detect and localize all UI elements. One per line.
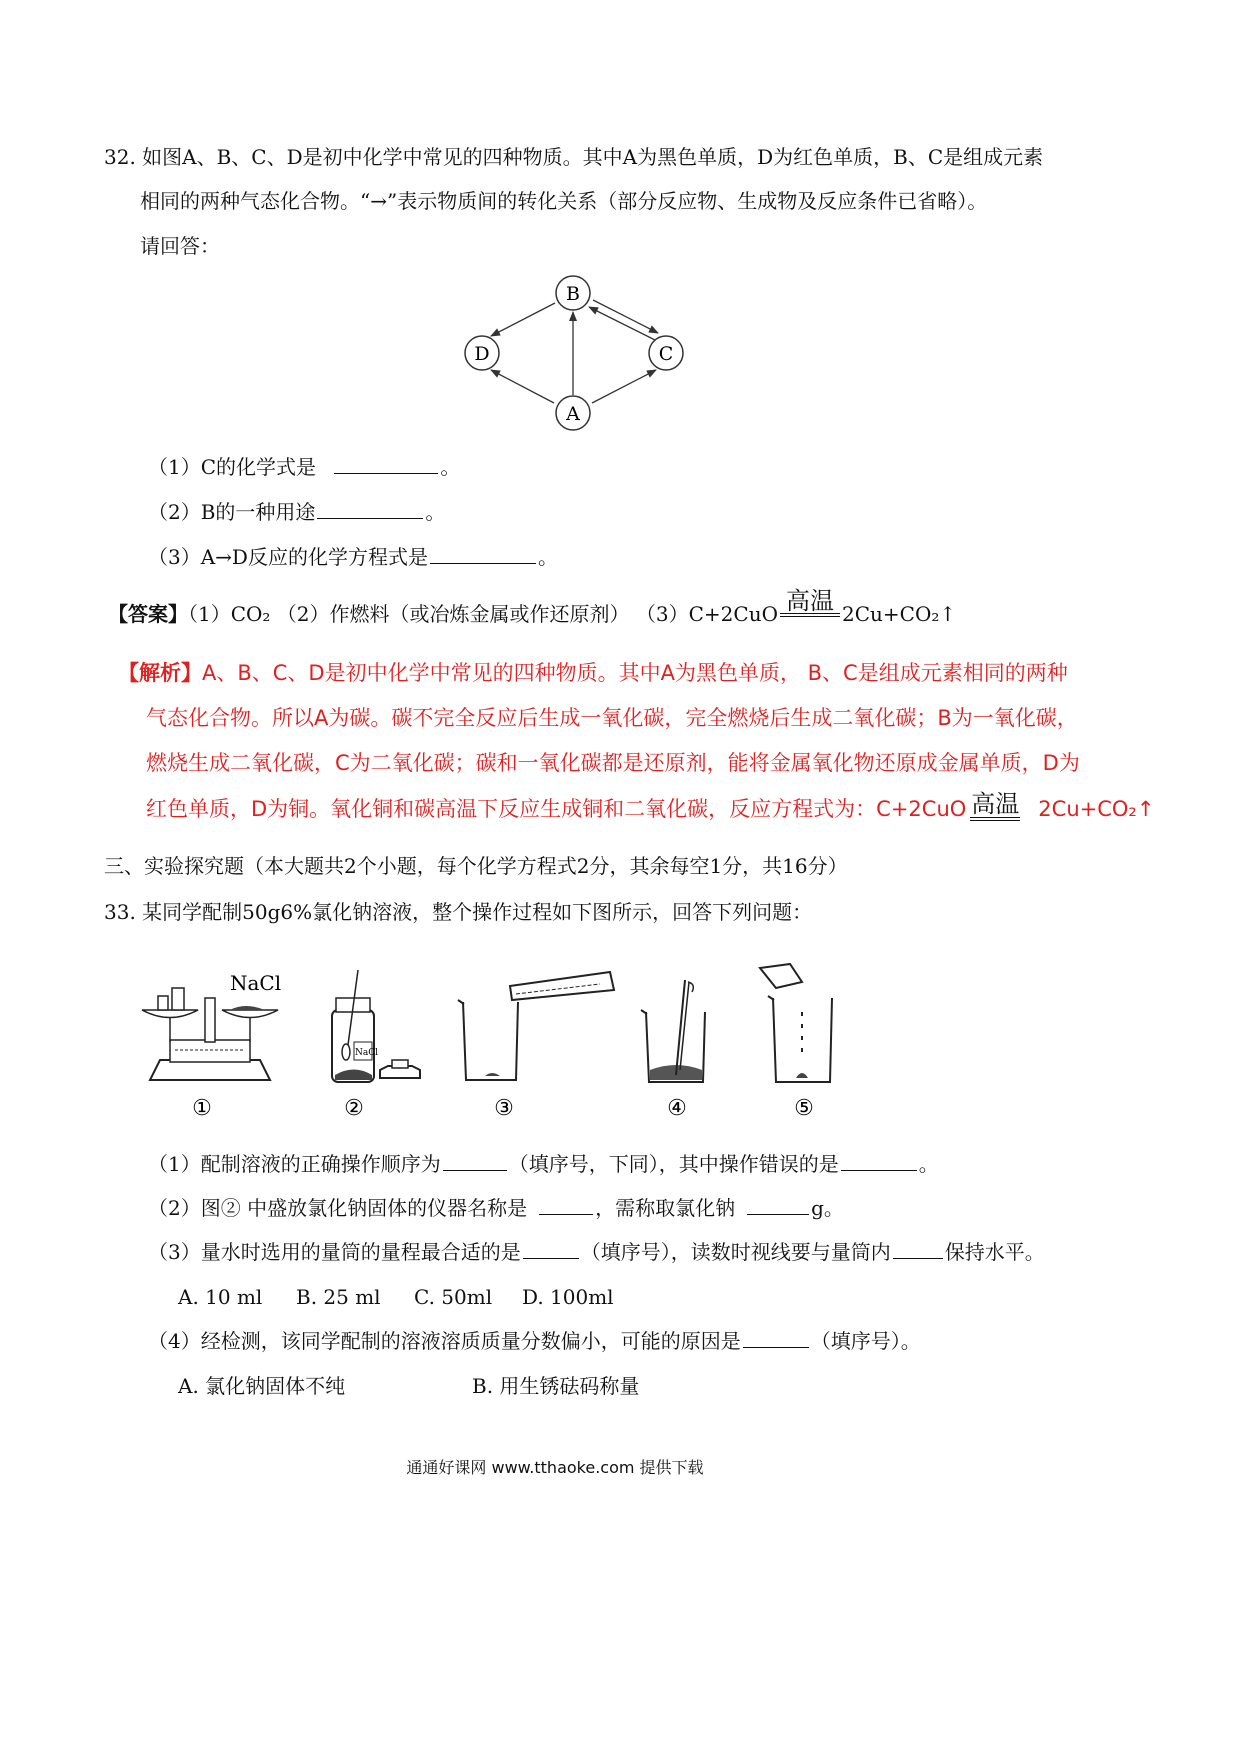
arrow-b-to-d <box>491 303 555 336</box>
q33-sub2-blank2[interactable] <box>747 1194 809 1215</box>
q33-sub1 <box>148 1150 939 1178</box>
option-d-100ml[interactable]: D. 100ml <box>522 1285 614 1309</box>
option-c-50ml[interactable]: C. 50ml <box>414 1285 493 1309</box>
analysis-products: 2Cu+CO₂↑ <box>1038 797 1155 821</box>
beaker-pouring <box>458 972 614 1080</box>
answer-label: 【答案】 <box>108 602 188 626</box>
q33-sub1-mid: （填序号，下同），其中操作错误的是 <box>508 1152 839 1176</box>
analysis-text-4: 红色单质，D为铜。氧化铜和碳高温下反应生成铜和二氧化碳，反应方程式为：C+2CuO <box>146 797 967 821</box>
q32-sub3-end: 。 <box>537 545 558 569</box>
q32-sub1 <box>148 453 460 481</box>
fig-label-4: ④ <box>667 1096 687 1121</box>
q32-sub2-end: 。 <box>425 500 446 524</box>
q33-sub3-blank2[interactable] <box>893 1238 943 1259</box>
reagent-jar <box>332 970 420 1082</box>
section3-heading: 三、实验探究题（本大题共2个小题，每个化学方程式2分，其余每空1分，共16分） <box>104 854 848 878</box>
q32-sub2-blank[interactable] <box>317 498 423 519</box>
arrow-a-to-d <box>491 370 554 403</box>
q32-answer <box>108 587 957 628</box>
q33-sub4-blank[interactable] <box>743 1327 809 1348</box>
q33-sub3 <box>148 1238 1045 1266</box>
q32-line2: 相同的两种气态化合物。“→”表示物质间的转化关系（部分反应物、生成物及反应条件已省略）。 <box>140 189 988 213</box>
beaker-stirring <box>641 980 705 1082</box>
option-b-rusty-weight[interactable]: B. 用生锈砝码称量 <box>472 1374 640 1398</box>
q33-sub4-text: （4）经检测，该同学配制的溶液溶质质量分数偏小，可能的原因是 <box>148 1329 741 1353</box>
arrow-c-to-b <box>589 307 655 340</box>
fig-label-1: ① <box>192 1096 212 1121</box>
node-b <box>556 276 590 310</box>
q32-sub1-end: 。 <box>440 455 461 479</box>
q32-analysis-line1 <box>118 657 1068 687</box>
q32-line1: 32. 如图A、B、C、D是初中化学中常见的四种物质。其中A为黑色单质，D为红色单质，B、C是组成元素 <box>104 145 1044 169</box>
q33-sub3-options <box>178 1283 614 1311</box>
q32-sub3-text: （3）A→D反应的化学方程式是 <box>148 545 428 569</box>
q32-sub2-text: （2）B的一种用途 <box>148 500 316 524</box>
svg-text:D: D <box>474 343 490 365</box>
q33-sub3-mid: （填序号），读数时视线要与量筒内 <box>580 1240 891 1264</box>
q33-sub2-blank1[interactable] <box>539 1194 593 1215</box>
fig-label-5: ⑤ <box>794 1096 814 1121</box>
q32-analysis-line4 <box>146 790 1155 823</box>
q33-sub2-mid: ，需称取氯化钠 <box>595 1196 736 1220</box>
beaker-paper <box>760 964 832 1082</box>
option-a-10ml[interactable]: A. 10 ml <box>178 1285 263 1309</box>
balance-scale <box>142 971 281 1080</box>
q33-sub2-text: （2）图② 中盛放氯化钠固体的仪器名称是 <box>148 1196 528 1220</box>
q32-analysis-line2: 气态化合物。所以A为碳。碳不完全反应后生成一氧化碳，完全燃烧后生成二氧化碳；B为一氧化碳， <box>146 706 1078 730</box>
q33-sub1-blank2[interactable] <box>841 1150 917 1171</box>
jar-label: NaCl <box>355 1048 379 1058</box>
analysis-reaction-condition: 高温 <box>970 799 1020 823</box>
q33-sub1-text: （1）配制溶液的正确操作顺序为 <box>148 1152 441 1176</box>
q33-sub3-blank1[interactable] <box>523 1238 579 1259</box>
q33-sub4 <box>148 1327 921 1355</box>
nacl-label: NaCl <box>230 971 282 995</box>
q32-sub1-text: （1）C的化学式是 <box>148 455 317 479</box>
answer-products: 2Cu+CO₂↑ <box>841 602 957 626</box>
arrow-a-to-c <box>592 370 656 403</box>
fig-label-2: ② <box>344 1096 364 1121</box>
answer-text: （1）CO₂ （2）作燃料（或冶炼金属或作还原剂） （3）C+2CuO <box>188 602 778 626</box>
q33-sub1-end: 。 <box>918 1152 939 1176</box>
conversion-diagram <box>455 270 695 440</box>
node-c <box>649 336 683 370</box>
page-footer: 通通好课网 www.tthaoke.com 提供下载 <box>406 1458 704 1477</box>
q33-sub2-end: g。 <box>811 1196 844 1220</box>
q32-sub1-blank[interactable] <box>334 453 438 474</box>
node-d <box>465 336 499 370</box>
svg-text:C: C <box>658 343 674 365</box>
q32-sub2 <box>148 498 445 526</box>
q33-sub4-end: （填序号）。 <box>810 1329 921 1353</box>
option-a-impure-nacl[interactable]: A. 氯化钠固体不纯 <box>178 1374 346 1398</box>
q33-operation-figure <box>130 960 850 1130</box>
q33-sub1-blank1[interactable] <box>443 1150 507 1171</box>
q32-sub3-blank[interactable] <box>430 543 536 564</box>
arrow-b-to-c <box>593 300 658 333</box>
q32-analysis-line3: 燃烧生成二氧化碳，C为二氧化碳；碳和一氧化碳都是还原剂，能将金属氧化物还原成金属单质，D为 <box>146 751 1080 775</box>
q33-sub2 <box>148 1194 844 1222</box>
q33-stem: 33. 某同学配制50g6%氯化钠溶液，整个操作过程如下图所示，回答下列问题： <box>104 900 813 924</box>
q33-sub4-options <box>178 1372 639 1400</box>
analysis-label: 【解析】 <box>118 661 202 685</box>
q32-sub3 <box>148 543 558 571</box>
q33-sub3-end: 保持水平。 <box>944 1240 1045 1264</box>
option-b-25ml[interactable]: B. 25 ml <box>296 1285 381 1309</box>
analysis-text-1: A、B、C、D是初中化学中常见的四种物质。其中A为黑色单质， B、C是组成元素相同的两种 <box>202 661 1068 685</box>
fig-label-3: ③ <box>494 1096 514 1121</box>
q33-sub3-text: （3）量水时选用的量筒的量程最合适的是 <box>148 1240 521 1264</box>
node-a <box>556 396 590 430</box>
svg-text:B: B <box>566 283 580 305</box>
answer-reaction-condition: 高温 <box>780 600 840 628</box>
q32-line3: 请回答： <box>140 234 220 258</box>
svg-text:A: A <box>566 403 580 425</box>
